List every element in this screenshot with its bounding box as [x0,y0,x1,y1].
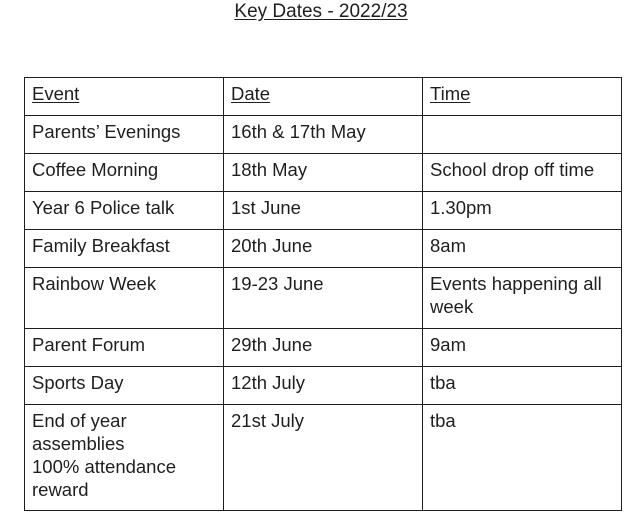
table-row [25,116,622,154]
event-cell: Family Breakfast [25,230,224,268]
page-title: Key Dates - 2022/23 [234,1,408,22]
event-cell: Coffee Morning [25,154,224,192]
date-cell: 16th & 17th May [224,116,423,154]
table-row [25,192,622,230]
event-cell: End of year assemblies 100% attendance reward [25,405,224,511]
event-cell: Year 6 Police talk [25,192,224,230]
date-cell: 20th June [224,230,423,268]
event-cell: Parents’ Evenings [25,116,224,154]
time-cell: tba [423,405,622,511]
table-row [25,268,622,329]
time-cell: tba [423,367,622,405]
table-header-row [25,78,622,116]
time-cell [423,116,622,154]
header-time: Time [423,78,622,116]
time-cell: Events happening all week [423,268,622,329]
event-cell: Rainbow Week [25,268,224,329]
date-cell: 29th June [224,329,423,367]
time-cell: School drop off time [423,154,622,192]
date-cell: 18th May [224,154,423,192]
time-cell: 8am [423,230,622,268]
date-cell: 21st July [224,405,423,511]
date-cell: 19-23 June [224,268,423,329]
table-row [25,230,622,268]
date-cell: 12th July [224,367,423,405]
header-event: Event [25,78,224,116]
table-row [25,367,622,405]
table-row [25,405,622,511]
table-row [25,329,622,367]
key-dates-table [24,77,622,511]
event-cell: Parent Forum [25,329,224,367]
time-cell: 1.30pm [423,192,622,230]
time-cell: 9am [423,329,622,367]
event-cell: Sports Day [25,367,224,405]
table-row [25,154,622,192]
header-date: Date [224,78,423,116]
date-cell: 1st June [224,192,423,230]
